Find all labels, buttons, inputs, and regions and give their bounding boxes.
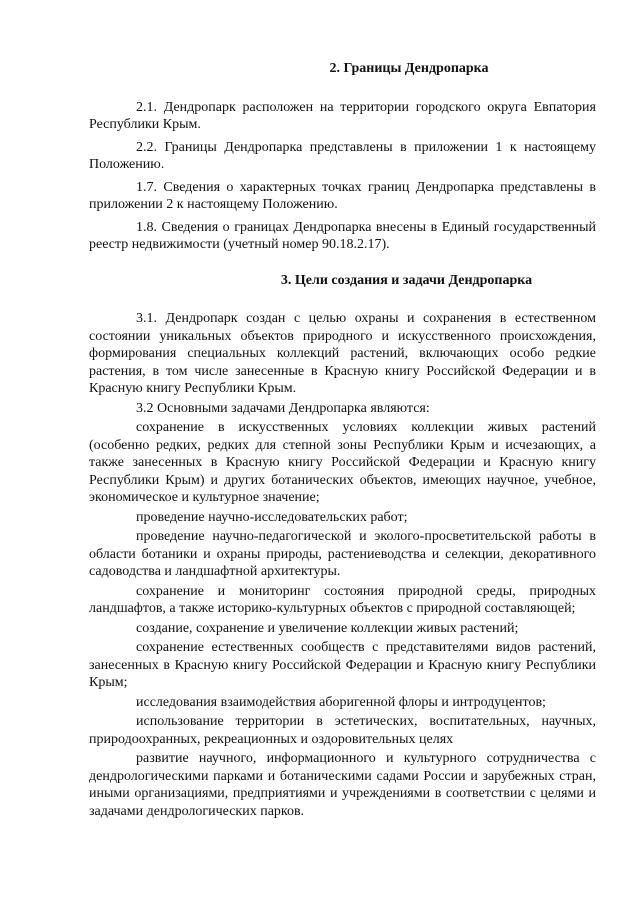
section-boundaries (89, 60, 596, 254)
task-item: проведение научно-исследовательских работ; (136, 509, 408, 525)
paragraph-3-1: 3.1. Дендропарк создан с целью охраны и сохранения в естественном состоянии уникальных объектов природного и искусственного происхождения, формирования специальных коллекций растений, включающих особо редкие растения, в том числе занесенные в Красную книгу Российской Федерации и в Красную книгу Республики Крым. (89, 311, 596, 396)
paragraph-2-2: 2.2. Границы Дендропарка представлены в приложении 1 к настоящему Положению. (89, 139, 596, 172)
paragraph-3-2: 3.2 Основными задачами Дендропарка являются: (136, 400, 430, 416)
section-3-heading: 3. Цели создания и задачи Дендропарка (280, 272, 533, 288)
task-item: сохранение в искусственных условиях коллекции живых растений (особенно редких, редких для степной зоны Республики Крым и исчезающих, а также занесенных в Красную книгу Российской Федерации и Красную книгу Республики Крым) и других ботанических объектов, имеющих научное, учебное, экономическое и культурное значение; (89, 420, 596, 505)
document-body (89, 60, 596, 822)
paragraph-1-8: 1.8. Сведения о границах Дендропарка внесены в Единый государственный реестр недвижимости (учетный номер 90.18.2.17). (89, 219, 596, 252)
task-item: развитие научного, информационного и культурного сотрудничества с дендрологическими парками и ботаническими садами России и зарубежных стран, иными организациями, предприятиями и учреждениями в соответствии с целями и задачами дендрологических парков. (89, 751, 596, 819)
section-goals (89, 272, 596, 821)
section-2-heading: 2. Границы Дендропарка (329, 61, 489, 76)
paragraph-2-1: 2.1. Дендропарк расположен на территории городского округа Евпатория Республики Крым. (89, 99, 596, 132)
task-item: проведение научно-педагогической и эколого-просветительской работы в области ботаники и охраны природы, растениеводства и селекции, декоративного садоводства и ландшафтной архитектуры. (89, 529, 596, 579)
task-item: использование территории в эстетических, воспитательных, научных, природоохранных, рекреационных и оздоровительных целях (89, 714, 596, 747)
task-item: исследования взаимодействия аборигенной флоры и интродуцентов; (136, 694, 546, 710)
paragraph-1-7: 1.7. Сведения о характерных точках границ Дендропарка представлены в приложении 2 к настоящему Положению. (89, 179, 596, 212)
task-item: сохранение и мониторинг состояния природной среды, природных ландшафтов, а также историко-культурных объектов с природной составляющей; (89, 583, 596, 616)
task-item: создание, сохранение и увеличение коллекции живых растений; (136, 620, 519, 636)
task-item: сохранение естественных сообществ с представителями видов растений, занесенных в Красную книгу Российской Федерации и Красную книгу Республики Крым; (89, 640, 596, 690)
